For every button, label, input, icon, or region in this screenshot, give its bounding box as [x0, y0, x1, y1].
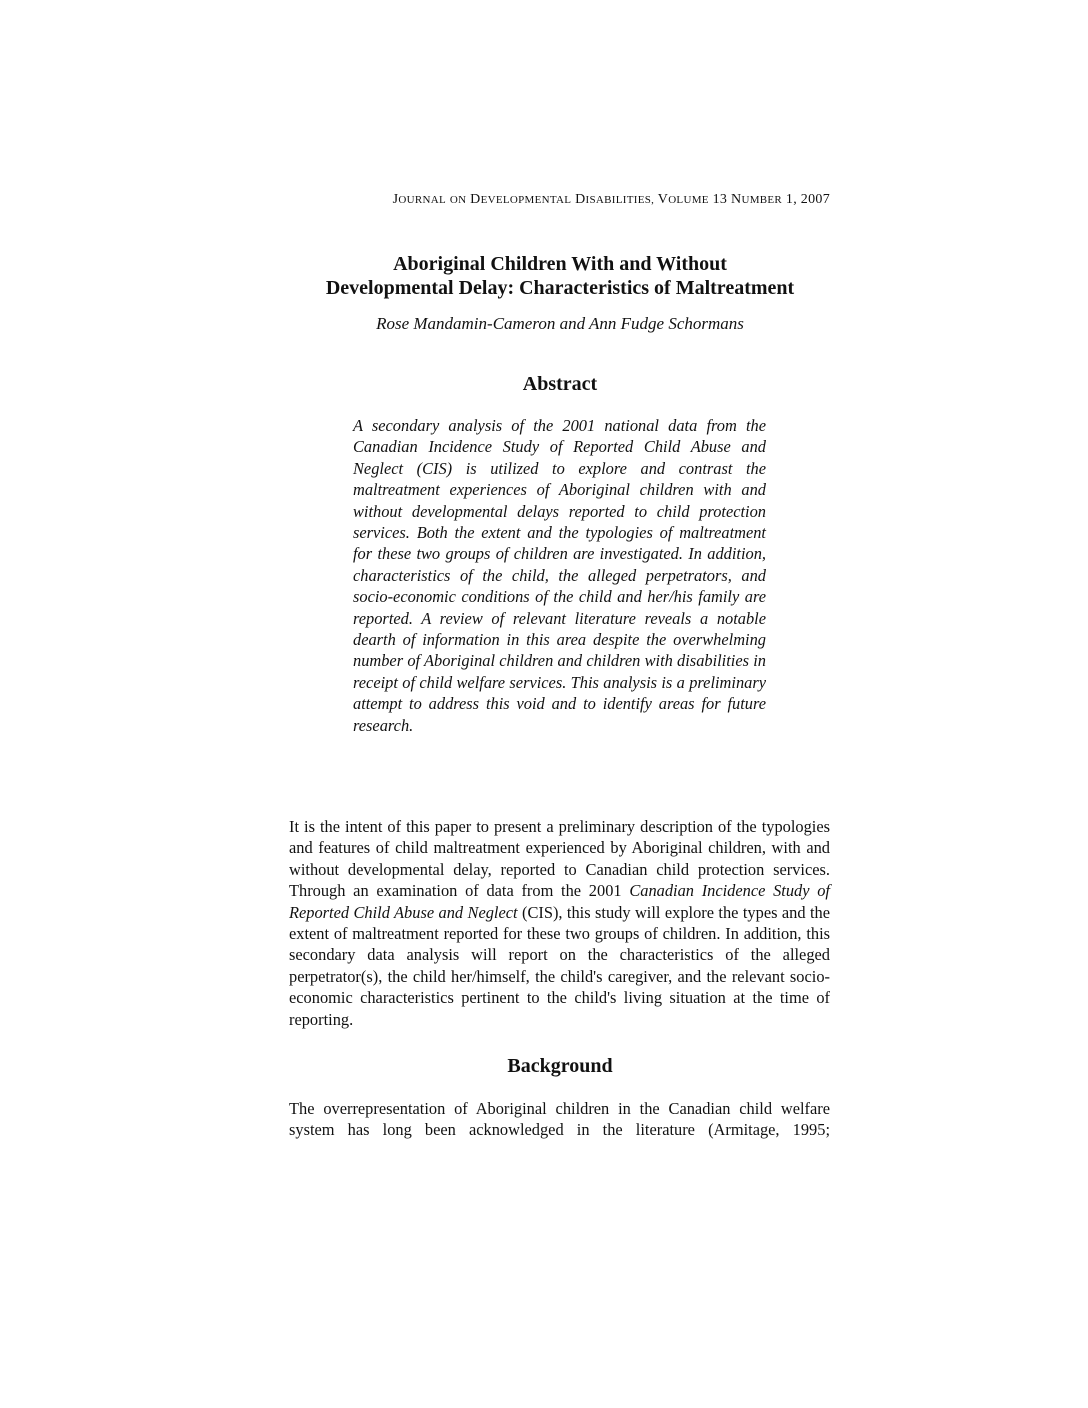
- header-umber: UMBER: [741, 194, 783, 206]
- header-olume: OLUME: [668, 194, 709, 206]
- header-n: N: [731, 192, 742, 207]
- abstract-text: A secondary analysis of the 2001 national data from the Canadian Incidence Study of Reported Child Abuse and Neglect (CIS) is utilized to explore and contrast the maltreatment experiences of Aboriginal children with and without developmental delays reported to child protection services. Both the extent and the typologies of maltreatment for these two groups of children are investigated. In addition, characteristics of the child, the alleged perpetrators, and socio-economic conditions of the child and her/his family are reported. A review of relevant literature reveals a notable dearth of information in this area despite the overwhelming number of Aboriginal children and children with disabilities in receipt of child welfare services. This analysis is a preliminary attempt to address this void and to identify areas for future research.: [353, 416, 766, 735]
- abstract-heading: Abstract: [522, 373, 598, 395]
- intro-text-part-2: (CIS), this study will explore the types and the extent of maltreatment reported for these two groups of children. In addition, this secondary data analysis will report on the characteristics of the alleged perpetrator(s), the child her/himself, the child's caregiver, and the relevant socio-economic characteristics pertinent to the child's living situation at the time of reporting.: [289, 902, 830, 1029]
- header-on: ON: [449, 194, 467, 206]
- title-line-2: Developmental Delay: Characteristics of Maltreatment: [325, 277, 795, 299]
- intro-paragraph: [289, 816, 830, 1030]
- header-isabilities: ISABILITIES,: [585, 194, 655, 206]
- header-volume-number: 13: [712, 192, 728, 207]
- intro-text-part-1: It is the intent of this paper to present a preliminary description of the typologies and features of child maltreatment experienced by Aboriginal children, with and without developmental delay, reported to Canadian child protection services. Through an examination of data from the 2001: [289, 817, 830, 901]
- background-heading: Background: [507, 1055, 613, 1077]
- header-v: V: [657, 192, 669, 207]
- header-issue: 1, 2007: [785, 192, 830, 207]
- header-d: D: [470, 192, 481, 207]
- running-header: [290, 191, 830, 209]
- intro-study-title: Canadian Incidence Study of Reported Child Abuse and Neglect: [289, 881, 830, 922]
- background-text: The overrepresentation of Aboriginal children in the Canadian child welfare system has long been acknowledged in the literature (Armitage, 1995;: [289, 1099, 830, 1140]
- title-line-1: Aboriginal Children With and Without: [393, 253, 727, 275]
- header-d2: D: [575, 192, 586, 207]
- authors: Rose Mandamin-Cameron and Ann Fudge Schormans: [376, 314, 744, 333]
- header-ournal: OURNAL: [398, 194, 447, 206]
- header-j: J: [392, 192, 399, 207]
- paper-title: [290, 252, 830, 300]
- header-evelopmental: EVELOPMENTAL: [480, 194, 572, 206]
